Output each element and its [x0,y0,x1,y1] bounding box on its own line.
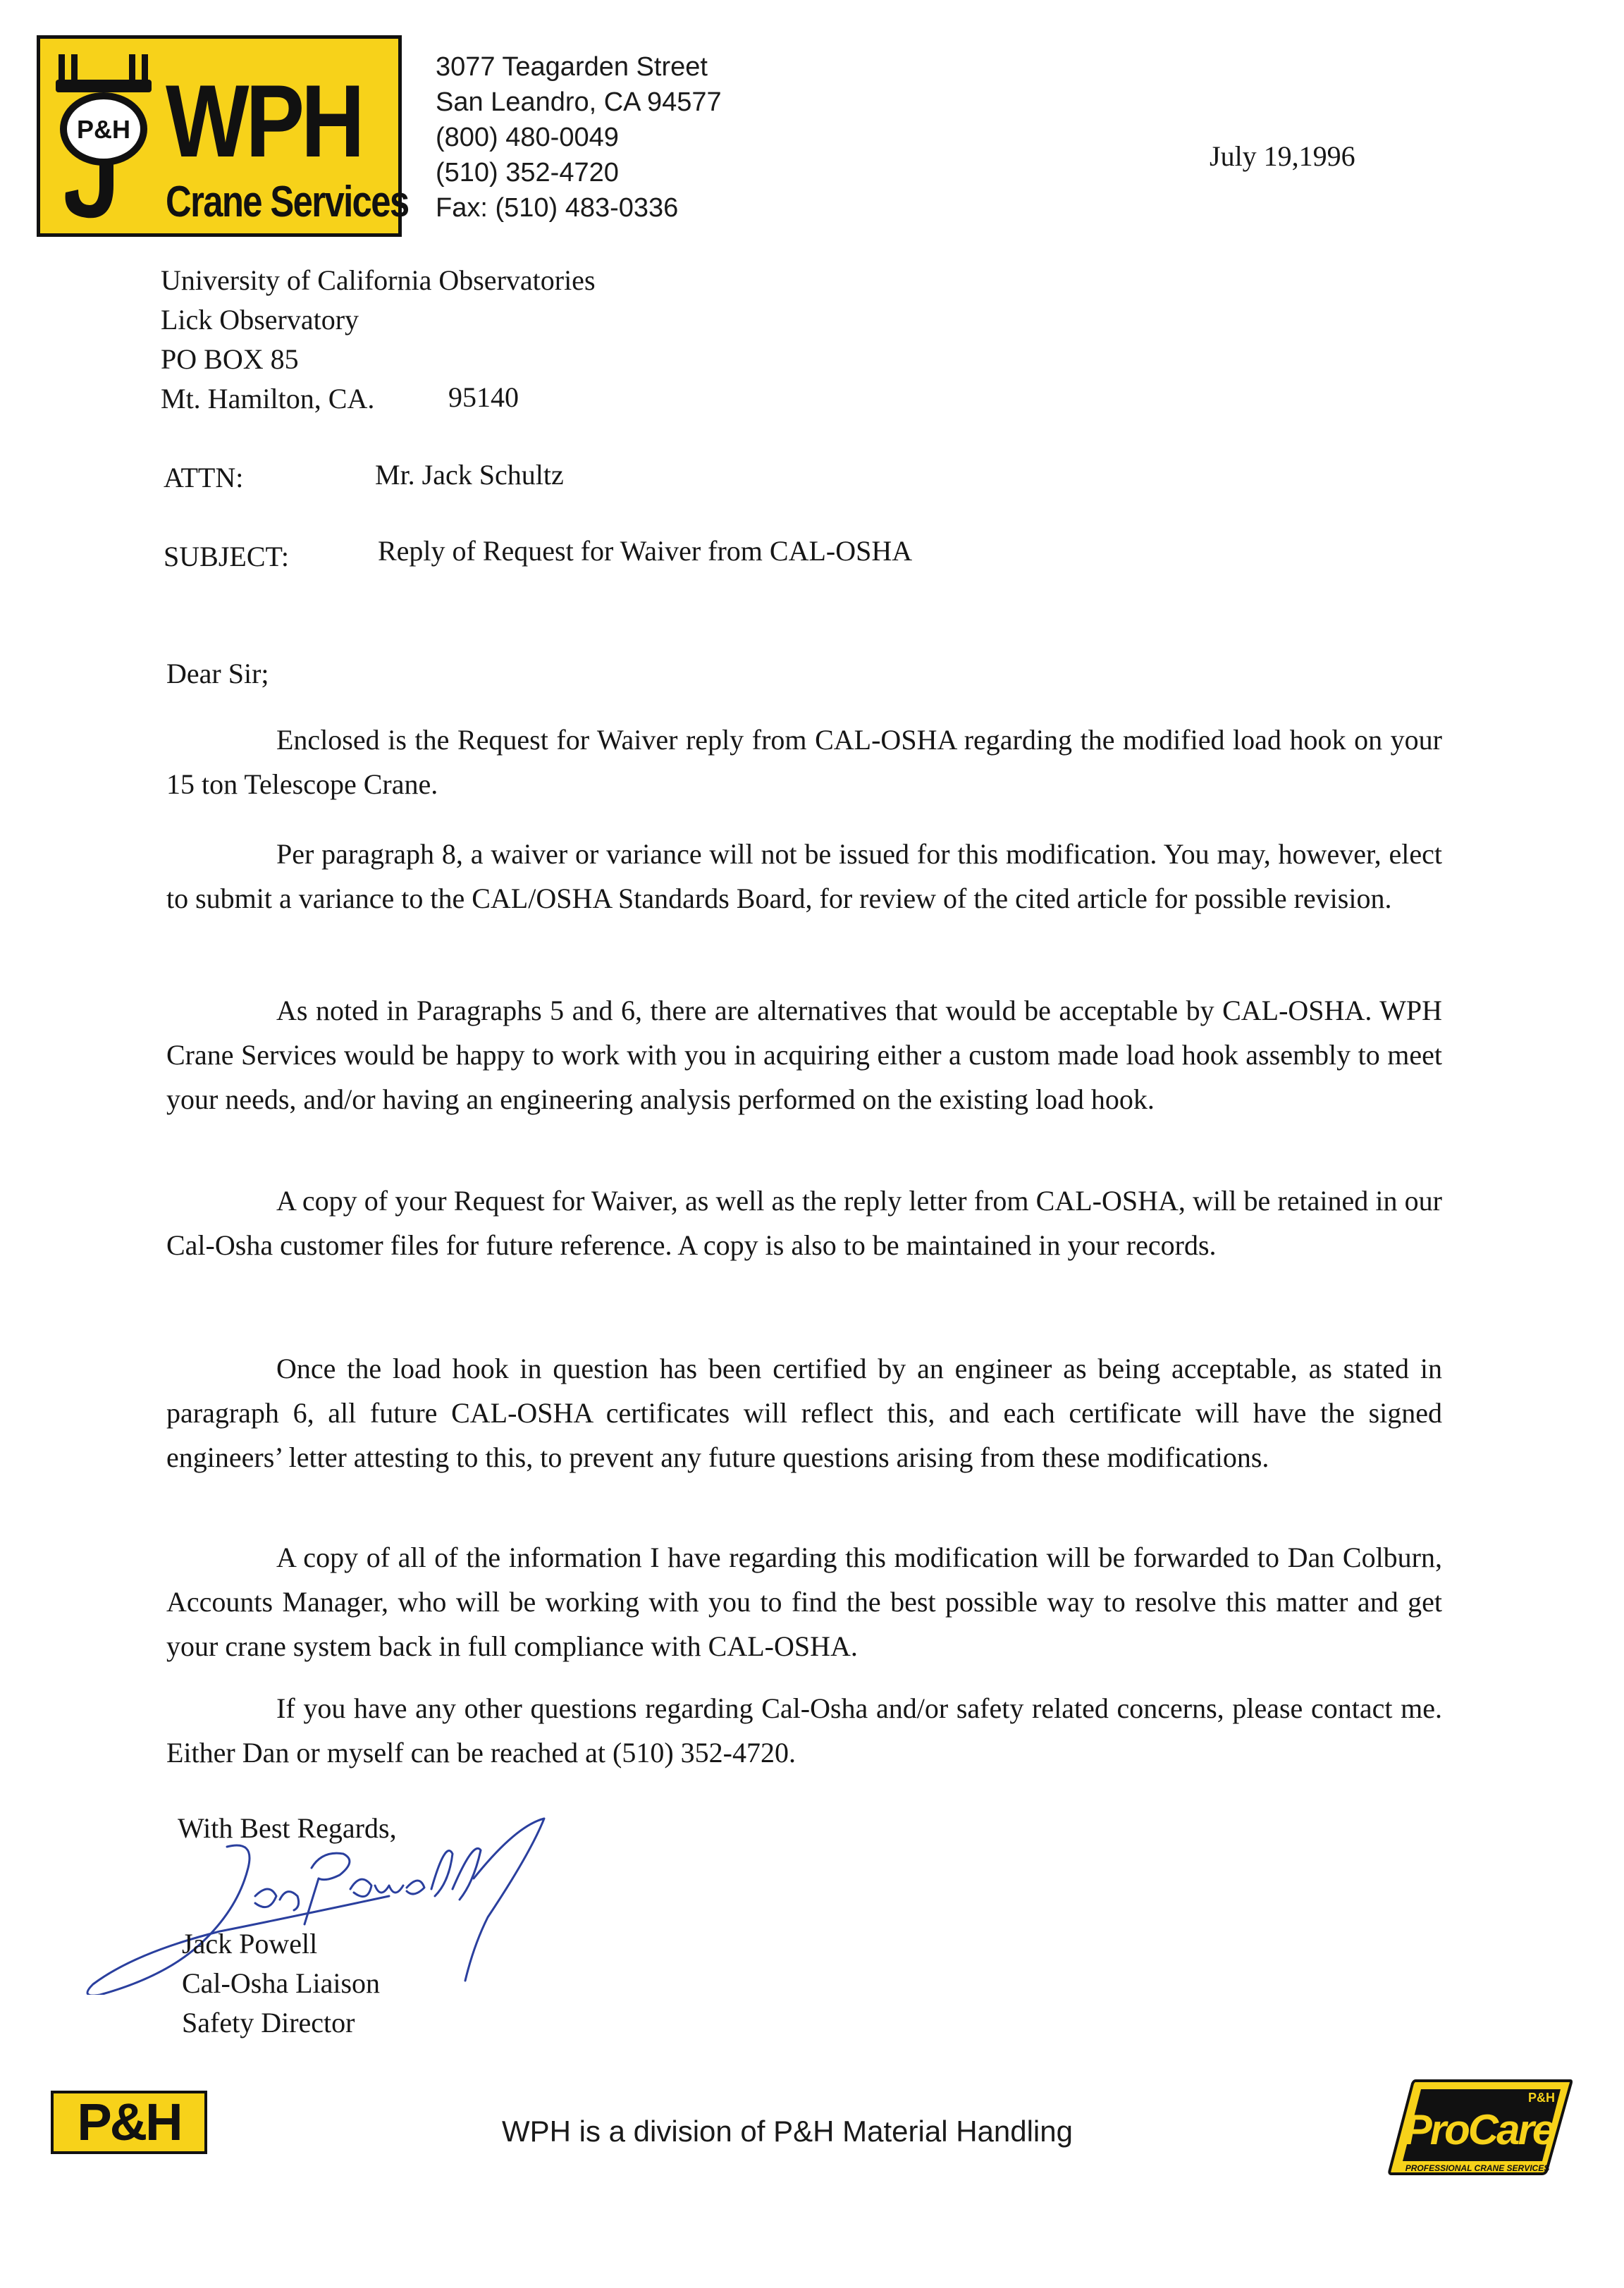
sender-address [436,49,722,226]
logo-crane-services-text: Crane Services [166,178,409,226]
svg-text:PROFESSIONAL CRANE SERVICES: PROFESSIONAL CRANE SERVICES [1405,2163,1550,2173]
attn-label: ATTN: [164,462,244,493]
signer-title-2: Safety Director [182,2007,355,2038]
ph-logo: P&H [51,2091,207,2154]
body-paragraph-1: Enclosed is the Request for Waiver reply from CAL-OSHA regarding the modified load hook on your 15 ton Telescope Crane. [166,724,1442,800]
recipient-zip: 95140 [448,381,519,413]
body-paragraph-7: If you have any other questions regarding Cal-Osha and/or safety related concerns, please contact me. Either Dan or myself can be reached at (510) 352-4720. [166,1692,1442,1769]
body-paragraph-4: A copy of your Request for Waiver, as well as the reply letter from CAL-OSHA, will be retained in our Cal-Osha customer files for future reference. A copy is also to be maintained in your records. [166,1185,1442,1261]
logo-wph-text: WPH [166,63,362,178]
sender-phone-toll-free: (800) 480-0049 [436,123,619,152]
sender-city: San Leandro, CA 94577 [436,87,722,117]
attn-value: Mr. Jack Schultz [375,459,564,491]
body-paragraph-5: Once the load hook in question has been certified by an engineer as being acceptable, as stated in paragraph 6, all future CAL-OSHA certificates will reflect this, and each certificate will have the signed engineers’ letter attesting to this, to prevent any future questions arising from these modifications. [166,1353,1442,1473]
svg-text:P&H: P&H [76,115,131,144]
sender-fax: Fax: (510) 483-0336 [436,193,679,223]
signer-name: Jack Powell [182,1928,318,1960]
wph-crane-services-logo [37,35,409,237]
svg-text:P&H: P&H [1528,2091,1556,2105]
closing: With Best Regards, [178,1812,397,1844]
footer-division-text: WPH is a division of P&H Material Handling [502,2115,1073,2148]
body-paragraph-6: A copy of all of the information I have regarding this modification will be forwarded to Dan Colburn, Accounts Manager, who will be working with you to find the best possible way to resolve this matter and get your crane system back in full compliance with CAL-OSHA. [166,1542,1442,1662]
procare-logo [1387,2078,1573,2177]
svg-text:ProCare: ProCare [1403,2106,1554,2153]
recipient-line-2: Lick Observatory [161,304,359,336]
recipient-line-3: PO BOX 85 [161,343,299,375]
sender-phone: (510) 352-4720 [436,158,619,187]
body-paragraph-2: Per paragraph 8, a waiver or variance will not be issued for this modification. You may, however, elect to submit a variance to the CAL/OSHA Standards Board, for review of the cited article for possible revision. [166,838,1442,914]
subject-label: SUBJECT: [164,541,290,572]
sender-street: 3077 Teagarden Street [436,52,708,82]
body-paragraph-3: As noted in Paragraphs 5 and 6, there are alternatives that would be acceptable by CAL-OSHA. WPH Crane Services would be happy to work with you in acquiring either a custom made load hook assembly to meet your needs, and/or having an engineering analysis performed on the existing load hook. [166,995,1442,1115]
recipient-line-1: University of California Observatories [161,264,596,296]
crane-hook-icon [53,51,159,228]
letter-date: July 19,1996 [1210,140,1355,172]
salutation: Dear Sir; [166,658,269,689]
signer-title-1: Cal-Osha Liaison [182,1967,381,1999]
subject-value: Reply of Request for Waiver from CAL-OSHA [378,535,913,567]
recipient-city: Mt. Hamilton, CA. [161,383,375,414]
